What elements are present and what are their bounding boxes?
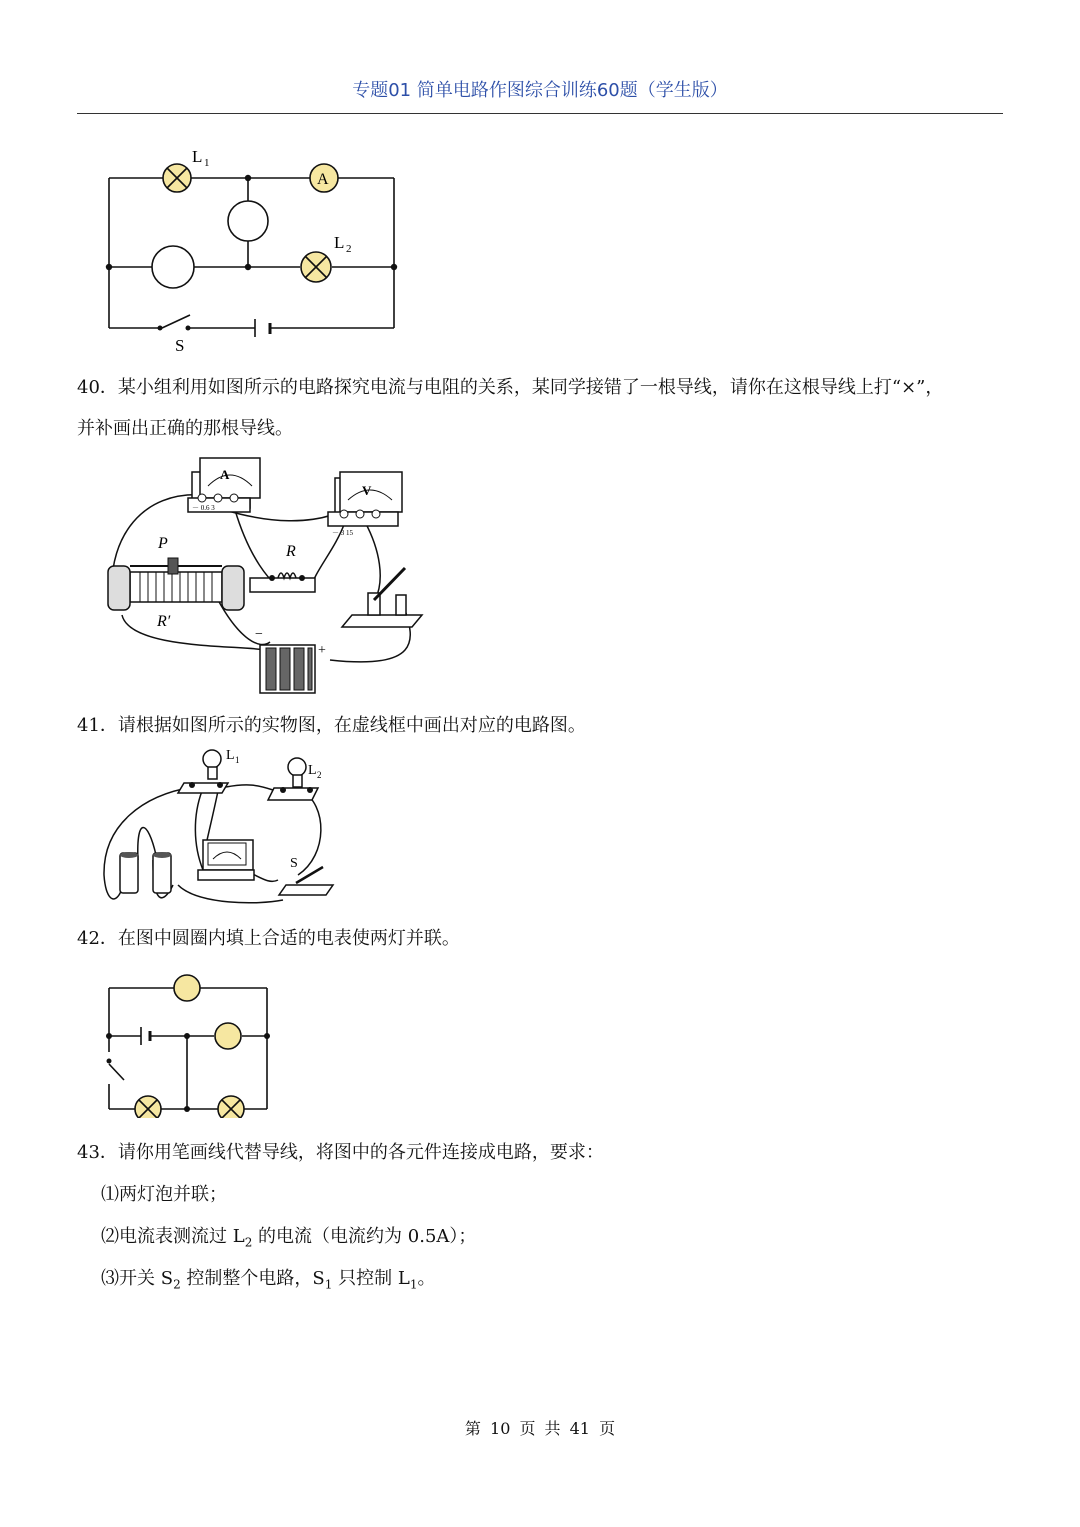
- header-rule: [77, 113, 1003, 114]
- switch-41-icon: [279, 867, 333, 895]
- requirement-1: ⑴两灯泡并联；: [101, 1184, 227, 1205]
- voltmeter-terminal-labels: － 3 15: [332, 529, 353, 537]
- label-l1-bulb: L: [226, 748, 235, 763]
- label-l2: L: [334, 233, 345, 252]
- empty-meter-circle-top: [228, 201, 268, 241]
- label-switch-41: S: [290, 856, 298, 871]
- lamp-icon-right: [218, 1096, 244, 1118]
- label-battery-plus: +: [318, 643, 326, 658]
- switch-icon: [342, 568, 422, 627]
- question-40-line-1: 40．某小组利用如图所示的电路探究电流与电阻的关系，某同学接错了一根导线，请你在这根导线上打“×”，: [77, 377, 944, 398]
- label-l2-bulb-sub: 2: [317, 770, 322, 780]
- label-l1: L: [192, 147, 203, 166]
- label-voltmeter-box: V: [362, 483, 372, 498]
- requirement-2: ⑵电流表测流过 $L_2$ 的电流（电流约为 0.5A）；: [101, 1226, 477, 1250]
- label-ammeter: A: [317, 171, 329, 188]
- question-40-line-2: 并补画出正确的那根导线。: [77, 418, 293, 439]
- requirement-3: ⑶开关 $S_2$ 控制整个电路，$S_1$ 只控制 $L_1$。: [101, 1268, 436, 1292]
- page-header-title: 专题01 简单电路作图综合训练60题（学生版）: [352, 80, 728, 101]
- resistor-icon: [250, 573, 315, 592]
- circuit-diagram-39: [100, 145, 410, 360]
- label-l2-sub: 2: [346, 243, 352, 255]
- bulb-l1-icon: [178, 750, 228, 793]
- battery-cells-icon: [120, 852, 171, 893]
- label-slider-p: P: [158, 535, 168, 552]
- label-rheostat: R′: [157, 613, 171, 630]
- label-l1-sub: 1: [204, 157, 210, 169]
- circuit-diagram-42: [100, 968, 275, 1118]
- label-ammeter-box: A: [220, 467, 230, 482]
- physical-circuit-41: [98, 745, 338, 910]
- lamp-l2-icon: [301, 252, 331, 282]
- label-l1-bulb-sub: 1: [235, 755, 240, 765]
- label-switch: S: [175, 336, 185, 355]
- empty-meter-circle-left: [152, 246, 194, 288]
- empty-meter-circle-1: [174, 975, 200, 1001]
- label-battery-minus: −: [255, 627, 263, 642]
- physical-circuit-40: [100, 450, 430, 700]
- question-41-line-1: 41．请根据如图所示的实物图，在虚线框中画出对应的电路图。: [77, 715, 586, 736]
- rheostat-icon: [108, 558, 244, 610]
- page-number-footer: 第 10 页 共 41 页: [464, 1419, 616, 1438]
- lamp-icon-left: [135, 1096, 161, 1118]
- meter-icon: [198, 840, 254, 880]
- battery-pack-icon: [260, 645, 315, 693]
- question-42-line-1: 42．在图中圆圈内填上合适的电表使两灯并联。: [77, 928, 460, 949]
- voltmeter-box-icon: [328, 472, 402, 526]
- label-resistor-r: R: [286, 543, 296, 560]
- question-43-line-1: 43．请你用笔画线代替导线，将图中的各元件连接成电路，要求：: [77, 1142, 604, 1163]
- ammeter-terminal-labels: － 0.6 3: [192, 504, 215, 512]
- lamp-l1-icon: [163, 164, 191, 192]
- empty-meter-circle-2: [215, 1023, 241, 1049]
- label-l2-bulb: L: [308, 763, 317, 778]
